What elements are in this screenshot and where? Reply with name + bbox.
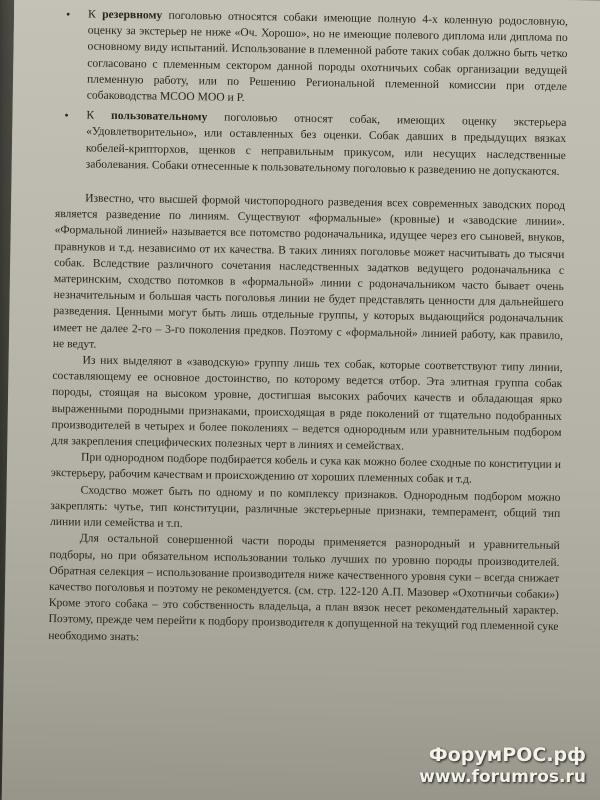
paragraph-similarity: Сходство может быть по одному и по комплексу признаков. Однородным подбором можно закреплять: чутье, тип конституции, различные экстерьерные признаки, темперамент, общий тип линии или семейства и т.п.	[49, 483, 561, 531]
paragraph-rest: Для остальной совершенной части породы применяется разнородный и уравнительный подборы, но при обязательном использовании только лучших по уровню породы производителей. Обратная селекция – использование производителя ниже качественного уровня суки – всегда снижает качество поголовья и поэтому не рекомендуется. (см. стр. 122-120 А.П. Мазовер «Охотничьи собаки») Кроме этого собака – это собственность владельца, а план вязок несет рекомендательный характер. Поэтому, прежде чем перейти к подбору производителя к допущенной на текущий год племенной суке необходимо знать:	[48, 531, 560, 643]
bullet-icon: •	[65, 7, 71, 22]
watermark-url: www.forumros.ru	[419, 767, 586, 787]
bullet-prefix: К	[86, 108, 112, 123]
document-page	[2, 0, 600, 800]
bullet-term: резервному	[102, 7, 163, 22]
forum-watermark	[419, 744, 586, 788]
bullet-reserve	[57, 6, 568, 111]
watermark-brand: ФорумРОС.рф	[428, 744, 586, 766]
paragraph-factory-group: Из них выделяют в «заводскую» группу лишь тех собак, которые соответствуют типу линии, составляющему ее основное достоинство, по которому ведется отбор. Эта элитная группа собак породы, стоящая на высоком уровне, достигшая высоких рабочих качеств и обладающая ярко выраженными породными признаками, происходящая в ряде поколений от тщательно подобранных производителей в четырех и более поколениях – ведется однородным или уравнительным подбором для закрепления специфических полезных черт в линиях и семействах.	[51, 353, 563, 453]
document-text	[48, 6, 568, 652]
bullet-body: поголовью относятся собаки имеющие полную 4-х коленную родословную, оценку за экстерьер не ниже «Оч. Хорошо», но не имеющие полевого диплома или диплома по основному виду испытаний. Использование в племенной работе таких собак должно быть четко согласовано с племенным сектором данной породы охотничьих собак организации ведущей племенную работу, или по Решению Региональной племенной комиссии при отделе собаководства МСОО МОО и Р.	[86, 8, 569, 104]
bullet-prefix: К	[87, 7, 103, 21]
paragraph-lines: Известно, что высшей формой чистопородного разведения всех современных заводских пород является разведение по линиям. Существуют «формальные» (кровные) и «заводские линии». «Формальной линией» называется все потомство родоначальника, идущее через его сыновей, внуков, правнуков и т.д. независимо от их качества. В таких линиях поголовье может насчитывать до тысячи собак. Вследствие различного сочетания наследственных задатков ведущего родоначальника с материнским, сходство потомков в «формальной» линии с родоначальником часто бывает очень незначительным и большая часть поголовья линии не будет представлять ценности для дальнейшего разведения. Ценными могут быть лишь отдельные группы, у которых выдающийся родоначальник имеет не далее 2-го – 3-го поколения предков. Поэтому с «формальной» линией работу, как правило, не ведут.	[52, 191, 566, 351]
bullet-body: поголовью относят собак, имеющих оценку экстерьера «Удовлетворительно», или оставленных без оценки. Собак давших в предыдущих вязках кобелей-крипторхов, щенков с неправильным прикусом, или несущих наследственные заболевания. Собаки отнесенные к пользовательному поголовью к разведению не допускаются.	[85, 110, 567, 178]
bullet-term: пользовательному	[110, 109, 208, 124]
paragraph-homogeneous: При однородном подборе подбирается кобель и сука как можно более сходные по конституции и экстерьеру, рабочим качествам и происхождению от хороших племенных собак и т.д.	[50, 450, 562, 487]
bullet-user	[56, 107, 567, 180]
bullet-icon: •	[64, 108, 69, 123]
